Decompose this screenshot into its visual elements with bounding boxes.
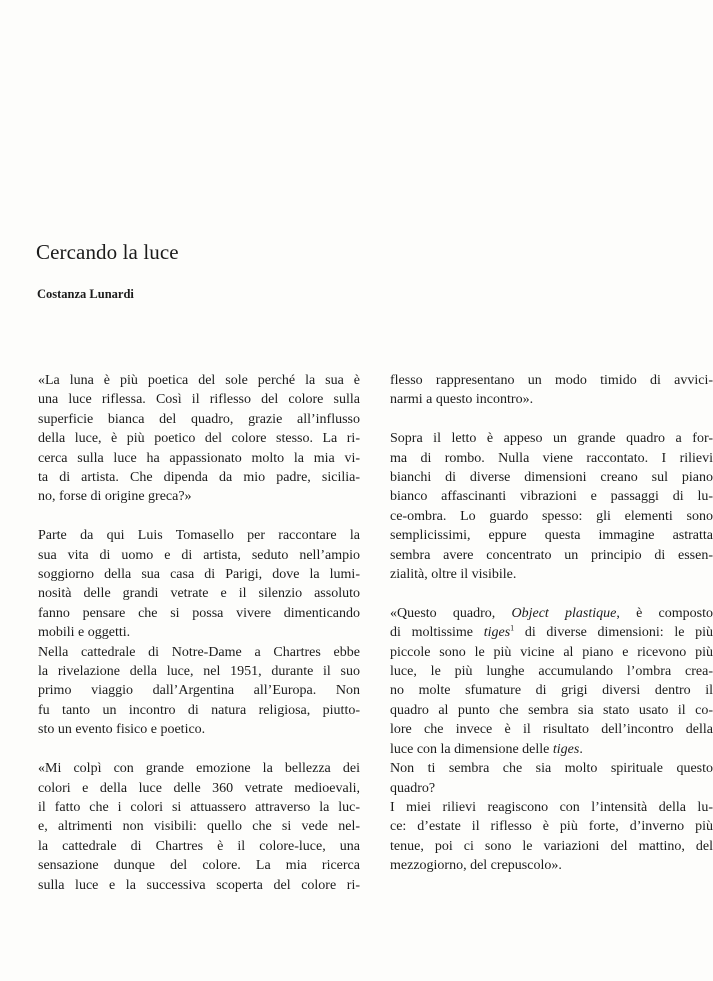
paragraph-quote-chartres [38, 759, 360, 895]
text-line: nosità delle grandi vetrate e il silenzio assoluto [38, 586, 360, 602]
text-line: superficie bianca del quadro, grazie all’influsso [38, 411, 360, 427]
text-line: piccole sono le più vicine al piano e ricevono più [390, 644, 713, 660]
text-run: di moltissime [390, 625, 484, 641]
article-author: Costanza Lunardi [37, 287, 134, 301]
text-line: la rivelazione della luce, nel 1951, durante il suo [38, 664, 360, 680]
text-run: . [579, 741, 583, 757]
text-line: sulla luce e la successiva scoperta del colore ri- [38, 877, 360, 893]
text-line: della luce, è più poetico del colore stesso. La ri- [38, 431, 360, 447]
text-line: bianchi di diverse dimensioni creano sul piano [390, 470, 713, 486]
text-line: quadro? [390, 780, 436, 796]
text-line [390, 623, 713, 642]
artwork-title: Object plastique [511, 605, 617, 621]
paragraph-rhombus-painting [390, 429, 713, 584]
text-line: «Mi colpì con grande emozione la bellezza dei [38, 761, 360, 777]
text-line: una luce riflessa. Così il riflesso del colore sulla [38, 392, 360, 408]
text-line: bianco affascinanti vibrazioni e passaggi di lu- [390, 489, 713, 505]
text-line: mobili e oggetti. [38, 625, 131, 641]
left-column [38, 371, 360, 895]
text-line: il fatto che i colori si attuassero attraverso la luc- [38, 799, 360, 815]
text-line: e, altrimenti non visibili: quello che si vede nel- [38, 819, 360, 835]
text-line: no molte sfumature di grigi diversi dentro il [390, 683, 713, 699]
article-title: Cercando la luce [36, 240, 179, 264]
text-line: la cattedrale di Chartres è il colore-luce, una [38, 838, 360, 854]
text-line: ce: d’estate il riflesso è più forte, d’inverno più [390, 819, 713, 835]
italic-term: tiges [552, 741, 580, 757]
paragraph-quote-object-plastique [390, 604, 713, 876]
text-line: lore che invece è il risultato dell’incontro della [390, 722, 713, 738]
text-line: Parte da qui Luis Tomasello per raccontare la [38, 528, 360, 544]
text-run: di diverse dimensioni: le più [514, 625, 713, 641]
text-line: fanno pensare che si possa vivere dimenticando [38, 605, 360, 621]
text-line: fu tanto un incontro di natura religiosa, piutto- [38, 702, 360, 718]
text-line: soggiorno della sua casa di Parigi, dove la lumi- [38, 567, 360, 583]
text-line [390, 740, 713, 759]
text-line: flesso rappresentano un modo timido di avvici- [390, 373, 713, 388]
paragraph-tomasello-intro [38, 526, 360, 739]
text-line: zialità, oltre il visibile. [390, 567, 517, 583]
text-line: quadro al punto che sembra sia stato usato il co- [390, 702, 713, 718]
text-line: sua vita di uomo e di artista, seduto nell’ampio [38, 547, 360, 563]
text-line: tenue, poi ci sono le variazioni del mattino, del [390, 838, 713, 854]
paragraph-quote-continued [390, 371, 713, 410]
text-line: sto un evento fisico e poetico. [38, 722, 206, 738]
text-line: sensazione dunque del colore. La mia ricerca [38, 858, 360, 874]
text-line: primo viaggio dall’Argentina all’Europa. Non [38, 683, 360, 699]
text-run: , è composto [616, 605, 713, 621]
text-line: ta di artista. Che dipenda da mio padre, sicilia- [38, 470, 360, 486]
text-run: «Questo quadro, [390, 605, 512, 621]
text-line: mezzogiorno, del crepuscolo». [390, 858, 562, 874]
text-line: sembra avere concentrato un principio di essen- [390, 547, 713, 563]
text-line: narmi a questo incontro». [390, 392, 534, 408]
italic-term: tiges [483, 625, 511, 641]
text-line: Non ti sembra che sia molto spirituale questo [390, 761, 713, 777]
text-run: luce con la dimensione delle [390, 741, 553, 757]
footnote-marker: 1 [510, 623, 515, 633]
text-line: Nella cattedrale di Notre-Dame a Chartres ebbe [38, 644, 360, 660]
text-line: luce, le più lunghe accumulando l’ombra crea- [390, 664, 713, 680]
text-line: cerca sulla luce ha appassionato molto la mia vi- [38, 450, 360, 466]
text-line [390, 604, 713, 623]
text-line: ma di rombo. Nulla viene raccontato. I rilievi [390, 450, 713, 466]
text-line: no, forse di origine greca?» [38, 489, 192, 505]
text-line: Sopra il letto è appeso un grande quadro a for- [390, 431, 713, 447]
text-line: ce-ombra. Lo guardo spesso: gli elementi sono [390, 508, 713, 524]
right-column [390, 371, 713, 876]
text-line: colori e della luce delle 360 vetrate medioevali, [38, 780, 360, 796]
paragraph-quote-moon [38, 371, 360, 507]
text-line: I miei rilievi reagiscono con l’intensità della lu- [390, 799, 713, 815]
text-line: «La luna è più poetica del sole perché la sua è [38, 373, 360, 388]
text-line: semplicissimi, eppure questa immagine astratta [390, 528, 713, 544]
